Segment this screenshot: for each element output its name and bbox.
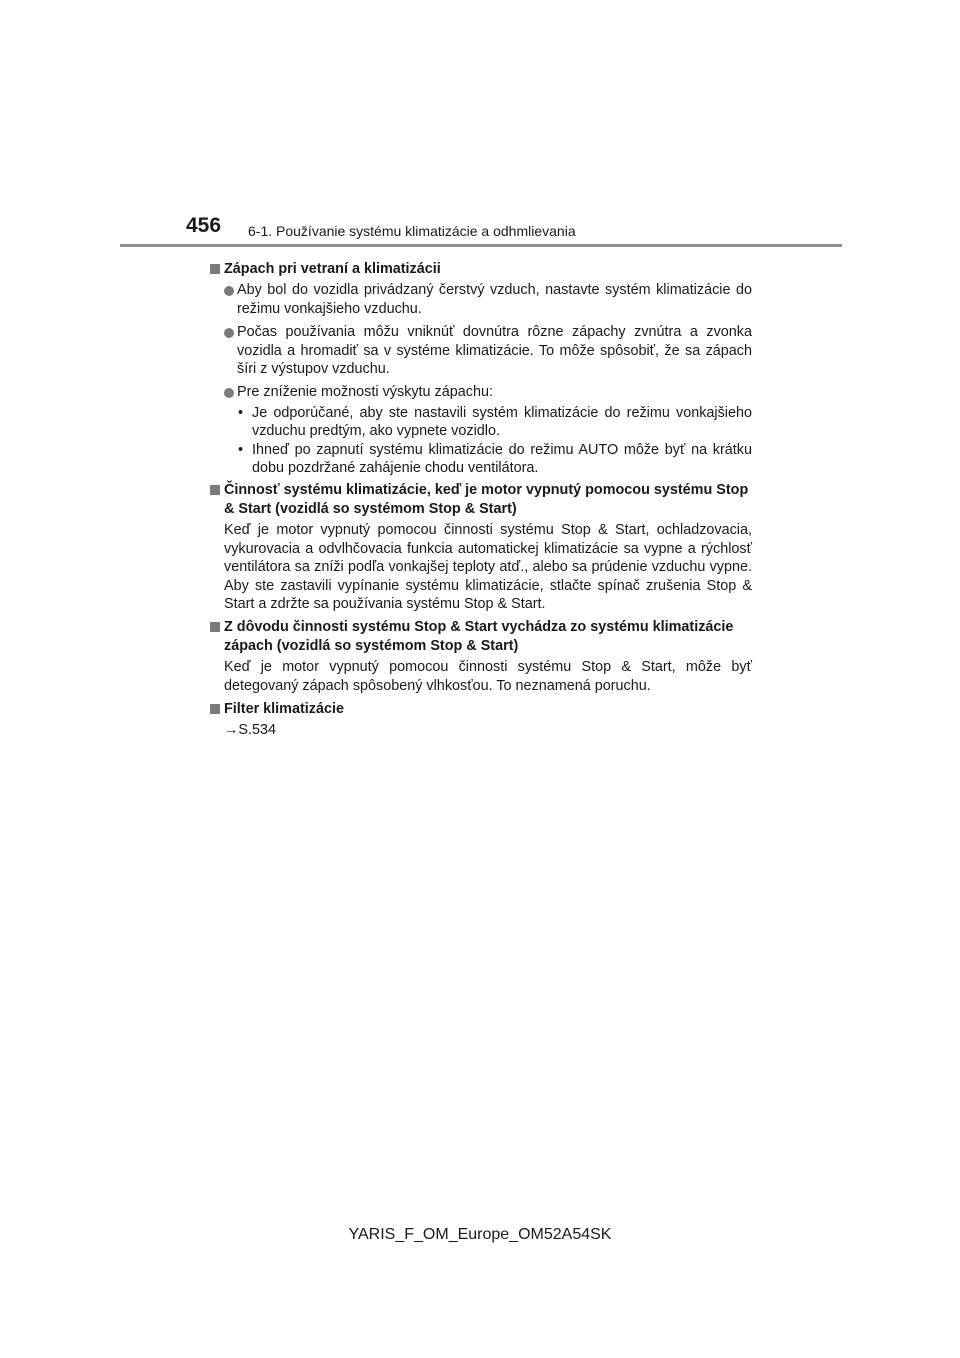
section-heading-stop-start: Činnosť systému klimatizácie, keď je motor vypnutý pomocou systému Stop & Start (vozidlá so systémom Stop & Start) (208, 481, 752, 518)
section-heading-stop-start-odor: Z dôvodu činnosti systému Stop & Start vychádza zo systému klimatizácie zápach (vozidlá so systémom Stop & Start) (208, 618, 752, 655)
round-bullet-icon (224, 286, 234, 296)
square-bullet-icon (210, 622, 220, 632)
page-number: 456 (186, 214, 222, 237)
bullet-item: Počas používania môžu vniknúť dovnútra rôzne zápachy zvnútra a zvonka vozidla a hromadiť sa v systéme klimatizácie. To môže spôsobiť, že sa zápach šíri z výstupov vzduchu. (208, 323, 752, 378)
section-heading-filter: Filter klimatizácie (208, 700, 752, 718)
header-rule (120, 244, 842, 247)
document-code: YARIS_F_OM_Europe_OM52A54SK (348, 1226, 612, 1243)
paragraph: Keď je motor vypnutý pomocou činnosti systému Stop & Start, ochladzovacia, vykurovacia a odvlhčovacia funkcia automatickej klimatizácie sa vypne a rýchlosť ventilátora sa zníži podľa vonkajšej teploty atď., alebo sa prúdenie vzduchu vypne. Aby ste zastavili vypínanie systému klimatizácie, stlačte spínač zrušenia Stop & Start a zdržte sa používania systému Stop & Start. (224, 522, 752, 612)
sub-list-item: • Ihneď po zapnutí systému klimatizácie do režimu AUTO môže byť na krátku dobu pozdržané zahájenie chodu ventilátora. (238, 441, 752, 477)
square-bullet-icon (210, 704, 220, 714)
main-content (208, 256, 752, 740)
bullet-item: Pre zníženie možnosti výskytu zápachu: (208, 383, 752, 401)
square-bullet-icon (210, 264, 220, 274)
sub-list-item: • Je odporúčané, aby ste nastavili systém klimatizácie do režimu vonkajšieho vzduchu predtým, ako vypnete vozidlo. (238, 404, 752, 440)
page-reference-link[interactable]: →S.534 (224, 722, 276, 739)
square-bullet-icon (210, 485, 220, 495)
chapter-title: 6-1. Používanie systému klimatizácie a odhmlievania (248, 223, 576, 239)
round-bullet-icon (224, 388, 234, 398)
round-bullet-icon (224, 328, 234, 338)
bullet-item: Aby bol do vozidla privádzaný čerstvý vzduch, nastavte systém klimatizácie do režimu vonkajšieho vzduchu. (208, 281, 752, 318)
section-heading-odor: Zápach pri vetraní a klimatizácii (208, 260, 752, 278)
small-bullet-icon: • (238, 404, 244, 421)
paragraph: Keď je motor vypnutý pomocou činnosti systému Stop & Start, môže byť detegovaný zápach spôsobený vlhkosťou. To neznamená poruchu. (224, 659, 752, 694)
small-bullet-icon: • (238, 441, 244, 458)
